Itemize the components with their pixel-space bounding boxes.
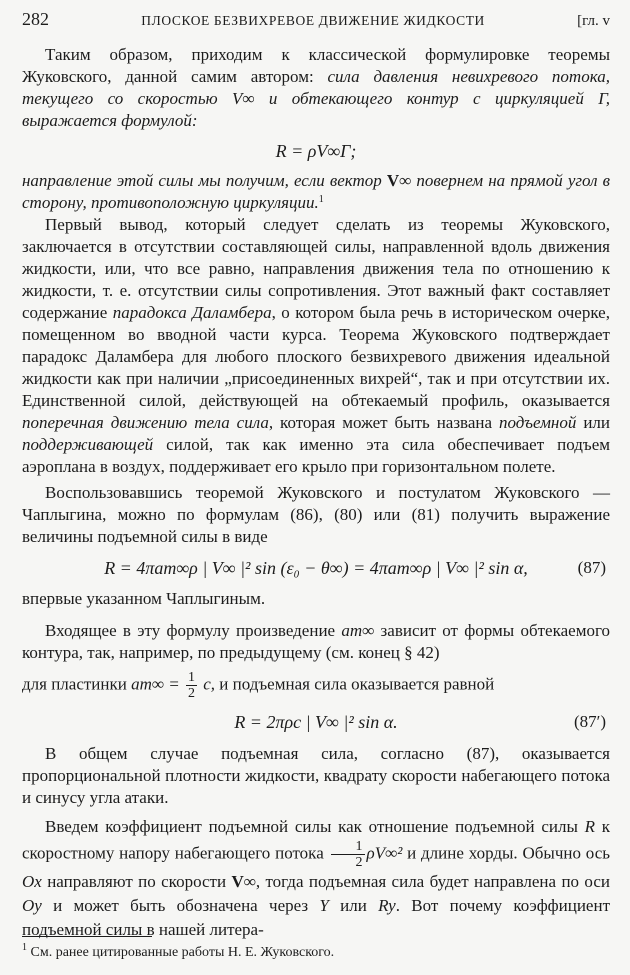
- formula-expression: R = 2πρc | V∞ |² sin α.: [234, 712, 398, 732]
- text-span: направляют по скорости: [41, 872, 232, 891]
- text-span: . Вот почему коэффициент подъемной силы в нашей литера-: [22, 896, 611, 939]
- math-inline: ρV∞²: [366, 843, 403, 863]
- fraction: [186, 670, 197, 701]
- italic-term: поддерживающей: [22, 435, 154, 454]
- text-span: Таким образом, приходим к классической формулировке теоремы Жуковского, данной самим автором:: [22, 45, 610, 86]
- footnote: [22, 944, 334, 962]
- paragraph-lift-coefficient: [22, 815, 610, 942]
- vector-symbol: V∞: [386, 171, 412, 190]
- math-inline: am∞: [341, 621, 375, 640]
- italic-term: парадокса Даламбера: [112, 303, 272, 322]
- text-span: впервые указанном Чаплыгиным.: [22, 589, 266, 608]
- text-span: , тогда подъемная сила будет направлена по оси: [255, 872, 610, 891]
- math-inline: R: [584, 817, 596, 836]
- fraction-denominator: 2: [355, 855, 363, 870]
- equation-number: (87): [577, 558, 606, 577]
- fraction-denominator: 2: [187, 686, 195, 701]
- paragraph-dalembert: [22, 214, 610, 478]
- paragraph-first-given: [22, 588, 610, 610]
- vector-symbol: V∞: [231, 872, 256, 891]
- footnote-marker: 1: [318, 194, 324, 205]
- equation-number: (87′): [573, 712, 606, 731]
- text-span: направление этой силы мы получим, если вектор: [22, 171, 387, 190]
- math-inline: Y: [319, 896, 329, 915]
- text-span: для пластинки: [22, 674, 132, 694]
- page-number: 282: [22, 9, 49, 29]
- math-inline: Ox: [22, 872, 42, 891]
- text-span: или: [576, 413, 610, 432]
- formula-kutta-joukowski: [22, 132, 610, 170]
- running-title: ПЛОСКОЕ БЕЗВИХРЕВОЕ ДВИЖЕНИЕ ЖИДКОСТИ: [141, 13, 485, 28]
- paragraph-plate: [22, 670, 610, 701]
- text-span: зависит от формы обтекаемого контура, так, например, по предыдущему (см. конец § 42): [22, 621, 610, 662]
- math-inline: Ry: [378, 896, 396, 915]
- text-span: и длине хорды. Обычно ось: [402, 843, 610, 863]
- fraction-numerator: 1: [331, 839, 365, 855]
- formula-expression: R = 4πam∞ρ | V∞ |² sin (ε₀ − θ∞) = 4πam∞ρ | V∞ |² sin α,: [104, 558, 528, 578]
- fraction: [331, 839, 365, 870]
- text-span: и может быть обозначена через: [41, 896, 320, 915]
- chapter-label: [гл. v: [577, 13, 610, 29]
- paragraph-general-case: [22, 743, 610, 809]
- theorem-statement: сила давления невихревого потока, текущего со скоростью V∞ и обтекающего контур с циркуляцией Γ, выражается формулой:: [22, 67, 610, 130]
- fraction-numerator: 1: [187, 670, 195, 685]
- formula-87: [22, 548, 610, 588]
- paragraph-theorem: [22, 44, 610, 132]
- math-inline: am∞ =: [131, 674, 180, 694]
- text-span: В общем случае подъемная сила, согласно (87), оказывается пропорциональной плотности жидкости, квадрату скорости набегающего потока и синусу угла атаки.: [22, 744, 610, 807]
- text-span: повернем на прямой угол в сторону, противоположную циркуляции.: [22, 171, 610, 212]
- italic-term: поперечная движению тела сила: [22, 413, 269, 432]
- footnote-separator: [22, 936, 152, 937]
- footnote-marker: 1: [22, 942, 27, 953]
- footnote-text: См. ранее цитированные работы Н. Е. Жуковского.: [30, 945, 335, 960]
- math-inline: c,: [203, 674, 216, 694]
- text-span: или: [328, 896, 379, 915]
- formula-expression: R = ρV∞Γ;: [275, 141, 357, 161]
- text-span: к скоростному напору набегающего потока: [22, 817, 611, 863]
- text-span: Введем коэффициент подъемной силы как отношение подъемной силы: [45, 817, 585, 836]
- paragraph-product: [22, 620, 610, 664]
- formula-87-prime: [22, 701, 610, 743]
- text-span: Первый вывод, который следует сделать из теоремы Жуковского, заключается в отсутствии составляющей силы, направленной вдоль движения жидкости, или, что все равно, направления движения тела по отношению к жидкости, т. е. отсутствии силы сопротивления. Этот важный факт составляет содержание: [22, 215, 610, 322]
- text-span: , о котором была речь в историческом очерке, помещенном во вводной части курса. Теорема Жуковского подтверждает парадокс Даламбера для любого плоского безвихревого движения идеальной жидкости как при наличии „присоединенных вихрей“, так и при отсутствии их. Единственной силой, действующей на обтекаемый профиль, оказывается: [22, 303, 610, 410]
- running-header: [22, 8, 610, 34]
- text-span: Входящее в эту формулу произведение: [45, 621, 342, 640]
- paragraph-chaplygin: [22, 482, 610, 548]
- text-span: и подъемная сила оказывается равной: [215, 674, 495, 694]
- math-inline: Oy: [22, 896, 42, 915]
- text-span: , которая может быть названа: [268, 413, 499, 432]
- italic-term: подъемной: [498, 413, 577, 432]
- text-span: Воспользовавшись теоремой Жуковского и постулатом Жуковского — Чаплыгина, можно по формулам (86), (80) или (81) получить выражение величины подъемной силы в виде: [22, 483, 610, 546]
- text-span: силой, так как именно эта сила обеспечивает подъем аэроплана в воздух, поддерживает его крыло при горизонтальном полете.: [22, 435, 610, 476]
- paragraph-direction: [22, 170, 610, 214]
